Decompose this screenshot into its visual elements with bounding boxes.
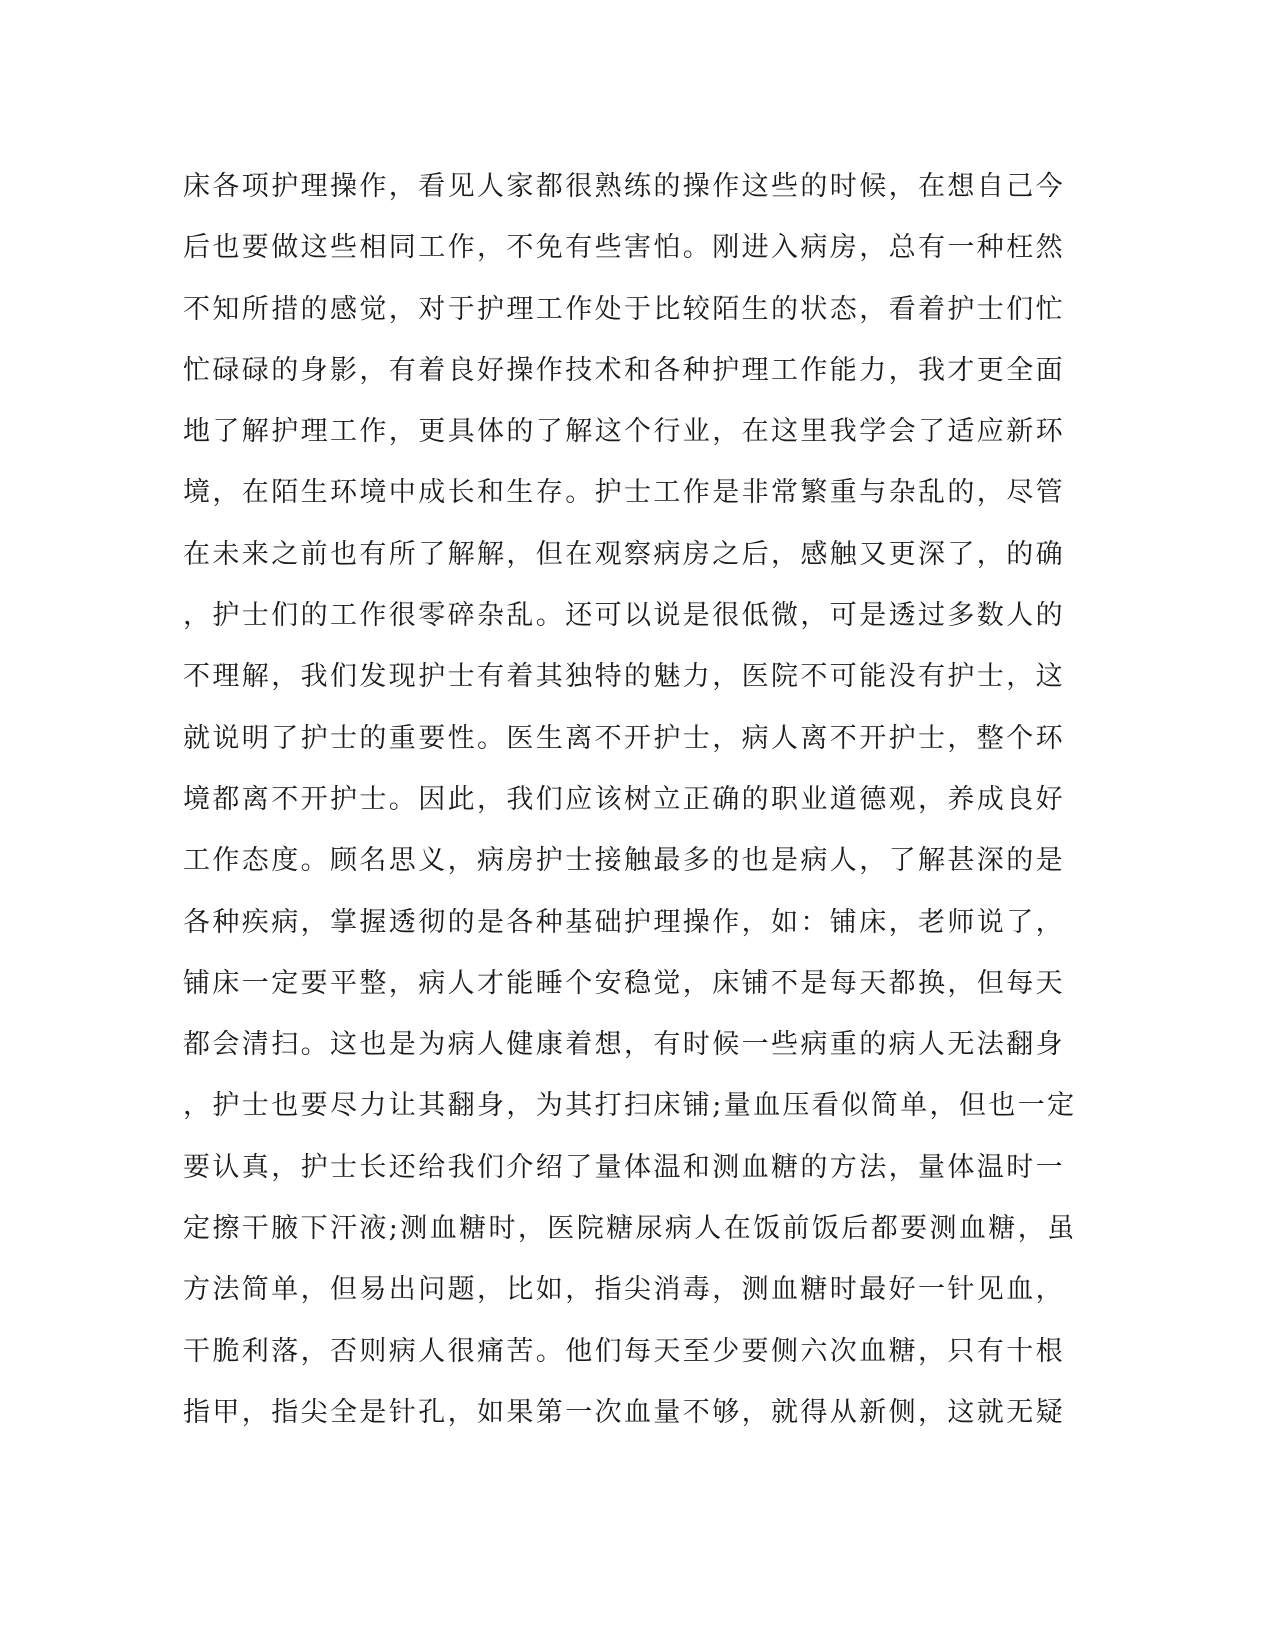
text-line: 忙碌碌的身影，有着良好操作技术和各种护理工作能力，我才更全面: [183, 354, 1065, 386]
text-line: 床各项护理操作，看见人家都很熟练的操作这些的时候，在想自己今: [183, 171, 1065, 202]
text-line: ，护士们的工作很零碎杂乱。还可以说是很低微，可是透过多数人的: [183, 600, 1065, 632]
text-line: 指甲，指尖全是针孔，如果第一次血量不够，就得从新侧，这就无疑: [183, 1396, 1065, 1428]
text-line: 地了解护理工作，更具体的了解这个行业，在这里我学会了适应新环: [183, 416, 1065, 448]
text-line: 方法简单，但易出问题，比如，指尖消毒，测血糖时最好一针见血，: [183, 1274, 1065, 1306]
text-line: ，护士也要尽力让其翻身，为其打扫床铺;量血压看似简单，但也一定: [183, 1090, 1077, 1122]
text-line: 就说明了护士的重要性。医生离不开护士，病人离不开护士，整个环: [183, 722, 1065, 754]
text-line: 要认真，护士长还给我们介绍了量体温和测血糖的方法，量体温时一: [183, 1151, 1065, 1183]
text-line: 定擦干腋下汗液;测血糖时，医院糖尿病人在饭前饭后都要测血糖，虽: [183, 1213, 1077, 1245]
text-line: 铺床一定要平整，病人才能睡个安稳觉，床铺不是每天都换，但每天: [183, 967, 1065, 999]
text-line: 都会清扫。这也是为病人健康着想，有时候一些病重的病人无法翻身: [183, 1029, 1065, 1061]
text-line: 境都离不开护士。因此，我们应该树立正确的职业道德观，养成良好: [183, 783, 1065, 815]
text-line: 境，在陌生环境中成长和生存。护士工作是非常繁重与杂乱的，尽管: [183, 477, 1065, 509]
text-line: 后也要做这些相同工作，不免有些害怕。刚进入病房，总有一种枉然: [183, 232, 1065, 264]
text-line: 干脆利落，否则病人很痛苦。他们每天至少要侧六次血糖，只有十根: [183, 1335, 1065, 1367]
body-text: [183, 156, 1077, 1443]
text-line: 工作态度。顾名思义，病房护士接触最多的也是病人，了解甚深的是: [183, 845, 1065, 877]
text-line: 不知所措的感觉，对于护理工作处于比较陌生的状态，看着护士们忙: [183, 293, 1065, 325]
text-line: 在未来之前也有所了解解，但在观察病房之后，感触又更深了，的确: [183, 538, 1065, 570]
text-line: 不理解，我们发现护士有着其独特的魅力，医院不可能没有护士，这: [183, 661, 1065, 693]
text-line: 各种疾病，掌握透彻的是各种基础护理操作，如：铺床，老师说了，: [183, 906, 1065, 938]
